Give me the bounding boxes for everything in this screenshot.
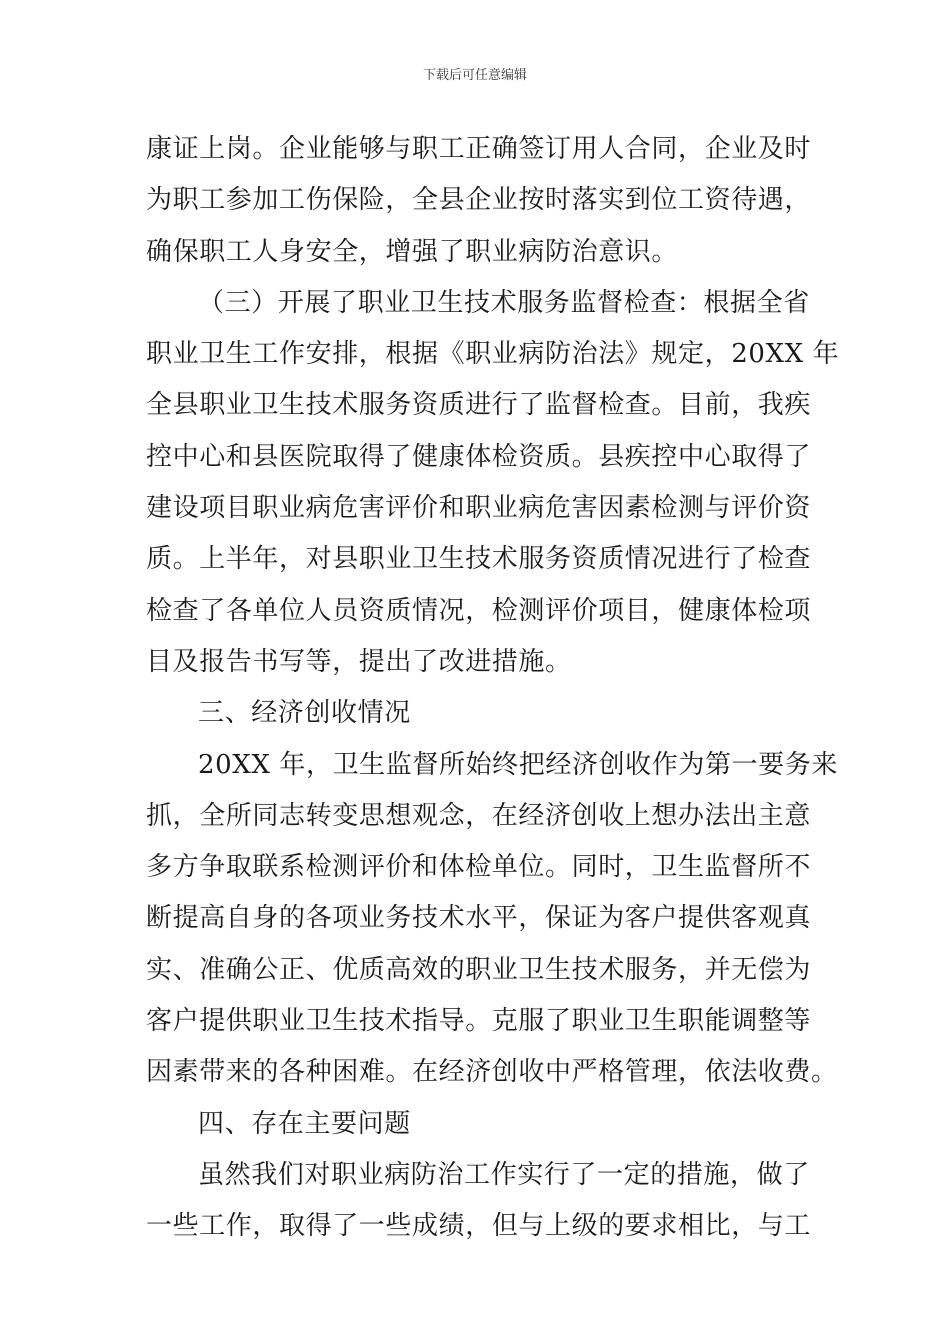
text-line: 因素带来的各种困难。在经济创收中严格管理，依法收费。 [146, 1057, 838, 1088]
text-line: 四、存在主要问题 [198, 1108, 411, 1139]
text-line: 多方争取联系检测评价和体检单位。同时，卫生监督所不 [146, 852, 812, 883]
page-header: 下载后可任意编辑 [422, 68, 527, 83]
text-line: 确保职工人身安全，增强了职业病防治意识。 [146, 236, 679, 267]
text-line: 质。上半年，对县职业卫生技术服务资质情况进行了检查 [146, 544, 812, 575]
text-line: 一些工作，取得了一些成绩，但与上级的要求相比，与工 [146, 1211, 812, 1242]
text-line: 为职工参加工伤保险，全县企业按时落实到位工资待遇， [146, 185, 812, 216]
text-line: 三、经济创收情况 [198, 698, 411, 729]
text-line: 检查了各单位人员资质情况，检测评价项目，健康体检项 [146, 595, 812, 626]
text-line: 目及报告书写等，提出了改进措施。 [146, 646, 572, 677]
text-line: 虽然我们对职业病防治工作实行了一定的措施，做了 [198, 1159, 810, 1190]
text-line: 控中心和县医院取得了健康体检资质。县疾控中心取得了 [146, 441, 812, 472]
text-line: 康证上岗。企业能够与职工正确签订用人合同，企业及时 [146, 134, 812, 164]
text-line: 实、准确公正、优质高效的职业卫生技术服务，并无偿为 [146, 954, 812, 985]
text-line: 20XX 年，卫生监督所始终把经济创收作为第一要务来 [198, 749, 838, 780]
text-line: 职业卫生工作安排，根据《职业病防治法》规定，20XX 年 [146, 339, 840, 370]
document-body [146, 124, 840, 1253]
text-line: 全县职业卫生技术服务资质进行了监督检查。目前，我疾 [146, 390, 812, 421]
text-line: 抓，全所同志转变思想观念，在经济创收上想办法出主意 [146, 800, 812, 831]
text-line: 客户提供职业卫生技术指导。克服了职业卫生职能调整等 [146, 1006, 812, 1037]
text-line: （三）开展了职业卫生技术服务监督检查：根据全省 [198, 287, 810, 318]
text-line: 建设项目职业病危害评价和职业病危害因素检测与评价资 [146, 493, 812, 524]
text-line: 断提高自身的各项业务技术水平，保证为客户提供客观真 [146, 903, 812, 934]
